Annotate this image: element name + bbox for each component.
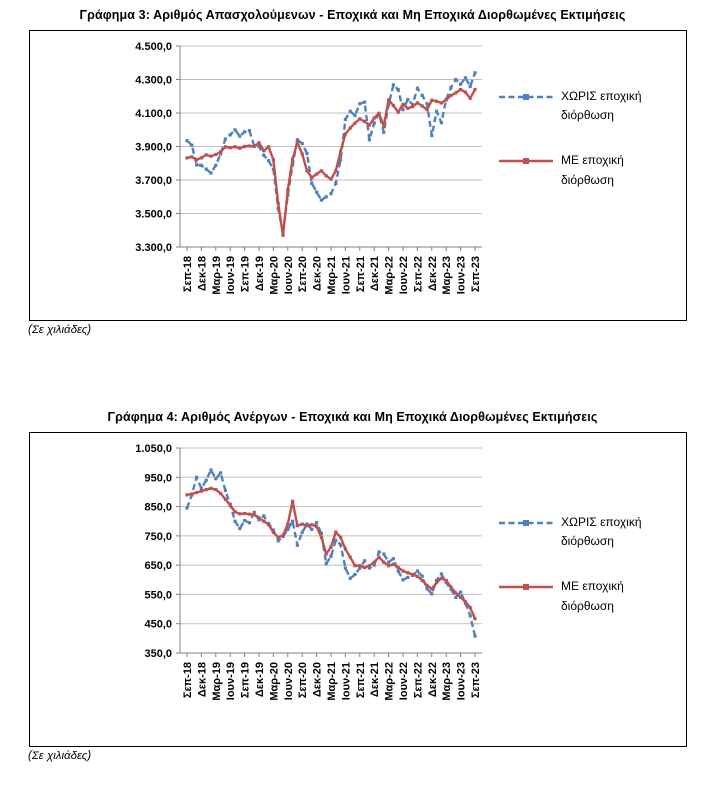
svg-text:Σεπ-21: Σεπ-21: [354, 662, 367, 699]
svg-text:Ιουν-20: Ιουν-20: [282, 662, 295, 701]
legend-entry-unadjusted: [498, 87, 649, 125]
svg-text:Ιουν-23: Ιουν-23: [455, 256, 468, 295]
legend-label-unadjusted: ΧΩΡΙΣ εποχική διόρθωση: [561, 515, 642, 549]
legend-label-adjusted: ΜΕ εποχική διόρθωση: [561, 153, 624, 187]
svg-text:Σεπ-18: Σεπ-18: [182, 662, 194, 699]
svg-text:Ιουν-19: Ιουν-19: [225, 662, 238, 701]
svg-text:1.050,0: 1.050,0: [135, 443, 172, 455]
svg-text:3.900,0: 3.900,0: [135, 141, 172, 154]
chart4-frame: [29, 432, 687, 747]
legend-label-unadjusted: ΧΩΡΙΣ εποχική διόρθωση: [561, 89, 642, 123]
svg-text:Δεκ-19: Δεκ-19: [254, 662, 266, 698]
svg-text:Μαρ-19: Μαρ-19: [210, 662, 223, 701]
svg-text:Σεπ-18: Σεπ-18: [182, 256, 194, 293]
svg-text:Ιουν-22: Ιουν-22: [398, 256, 410, 295]
svg-text:Μαρ-21: Μαρ-21: [326, 256, 338, 295]
unemployed-chart-section: [0, 410, 705, 762]
legend-solid-line-icon: [498, 581, 554, 593]
legend-entry-adjusted: [498, 577, 649, 615]
svg-text:Ιουν-21: Ιουν-21: [340, 256, 353, 295]
svg-text:4.100,0: 4.100,0: [135, 108, 172, 120]
legend-entry-unadjusted: [498, 513, 649, 551]
svg-text:Σεπ-20: Σεπ-20: [297, 662, 310, 699]
svg-text:Ιουν-21: Ιουν-21: [340, 662, 353, 701]
svg-text:Μαρ-20: Μαρ-20: [268, 662, 281, 701]
legend-label-adjusted: ΜΕ εποχική διόρθωση: [561, 579, 624, 613]
svg-text:Σεπ-23: Σεπ-23: [470, 662, 482, 699]
svg-text:Δεκ-21: Δεκ-21: [369, 662, 382, 698]
chart3-title: Γράφημα 3: Αριθμός Απασχολούμενων - Εποχικά και Μη Εποχικά Διορθωμένες Εκτιμήσεις: [79, 8, 626, 22]
svg-text:450,0: 450,0: [144, 618, 172, 631]
chart4-title: Γράφημα 4: Αριθμός Ανέργων - Εποχικά και Μη Εποχικά Διορθωμένες Εκτιμήσεις: [107, 410, 598, 424]
svg-text:Δεκ-22: Δεκ-22: [426, 662, 439, 698]
svg-text:Δεκ-22: Δεκ-22: [426, 256, 439, 292]
units-note: (Σε χιλιάδες): [28, 750, 92, 762]
svg-text:Σεπ-23: Σεπ-23: [470, 256, 482, 293]
svg-text:550,0: 550,0: [144, 589, 172, 602]
svg-text:Μαρ-21: Μαρ-21: [326, 662, 338, 701]
svg-text:950,0: 950,0: [144, 472, 172, 485]
employed-chart-section: [0, 8, 705, 336]
svg-text:Σεπ-20: Σεπ-20: [297, 256, 310, 293]
svg-text:Ιουν-19: Ιουν-19: [225, 256, 238, 295]
units-note: (Σε χιλιάδες): [28, 324, 92, 336]
svg-text:Σεπ-21: Σεπ-21: [354, 256, 367, 293]
legend-dashed-line-icon: [498, 91, 554, 103]
svg-text:Ιουν-22: Ιουν-22: [398, 662, 410, 701]
svg-text:Μαρ-22: Μαρ-22: [383, 662, 396, 701]
svg-text:350,0: 350,0: [144, 648, 172, 660]
svg-text:Ιουν-23: Ιουν-23: [455, 662, 468, 701]
svg-text:Σεπ-22: Σεπ-22: [412, 662, 425, 699]
svg-text:Μαρ-22: Μαρ-22: [383, 256, 396, 295]
svg-text:Σεπ-22: Σεπ-22: [412, 256, 425, 293]
svg-text:Δεκ-19: Δεκ-19: [254, 256, 266, 292]
svg-text:Μαρ-23: Μαρ-23: [441, 662, 454, 701]
svg-text:750,0: 750,0: [144, 530, 172, 543]
svg-text:Δεκ-18: Δεκ-18: [196, 256, 209, 292]
chart3-frame: [29, 30, 687, 321]
svg-text:Ιουν-20: Ιουν-20: [282, 256, 295, 295]
legend-dashed-line-icon: [498, 517, 554, 529]
svg-text:Σεπ-19: Σεπ-19: [239, 662, 252, 699]
svg-text:Μαρ-20: Μαρ-20: [268, 256, 281, 295]
chart4-legend: [498, 513, 649, 616]
svg-text:4.300,0: 4.300,0: [135, 74, 172, 87]
svg-text:Σεπ-19: Σεπ-19: [239, 256, 252, 293]
svg-text:Μαρ-23: Μαρ-23: [441, 256, 454, 295]
svg-text:Δεκ-18: Δεκ-18: [196, 662, 209, 698]
legend-entry-adjusted: [498, 151, 649, 189]
svg-text:Δεκ-21: Δεκ-21: [369, 256, 382, 292]
svg-text:4.500,0: 4.500,0: [135, 41, 172, 53]
svg-text:Δεκ-20: Δεκ-20: [311, 662, 324, 698]
legend-solid-line-icon: [498, 155, 554, 167]
svg-text:3.500,0: 3.500,0: [135, 208, 172, 221]
svg-text:3.700,0: 3.700,0: [135, 175, 172, 187]
svg-text:Μαρ-19: Μαρ-19: [210, 256, 223, 295]
svg-text:850,0: 850,0: [144, 501, 172, 514]
svg-text:3.300,0: 3.300,0: [135, 242, 172, 254]
svg-text:650,0: 650,0: [144, 560, 172, 573]
chart3-legend: [498, 87, 649, 190]
svg-text:Δεκ-20: Δεκ-20: [311, 256, 324, 292]
